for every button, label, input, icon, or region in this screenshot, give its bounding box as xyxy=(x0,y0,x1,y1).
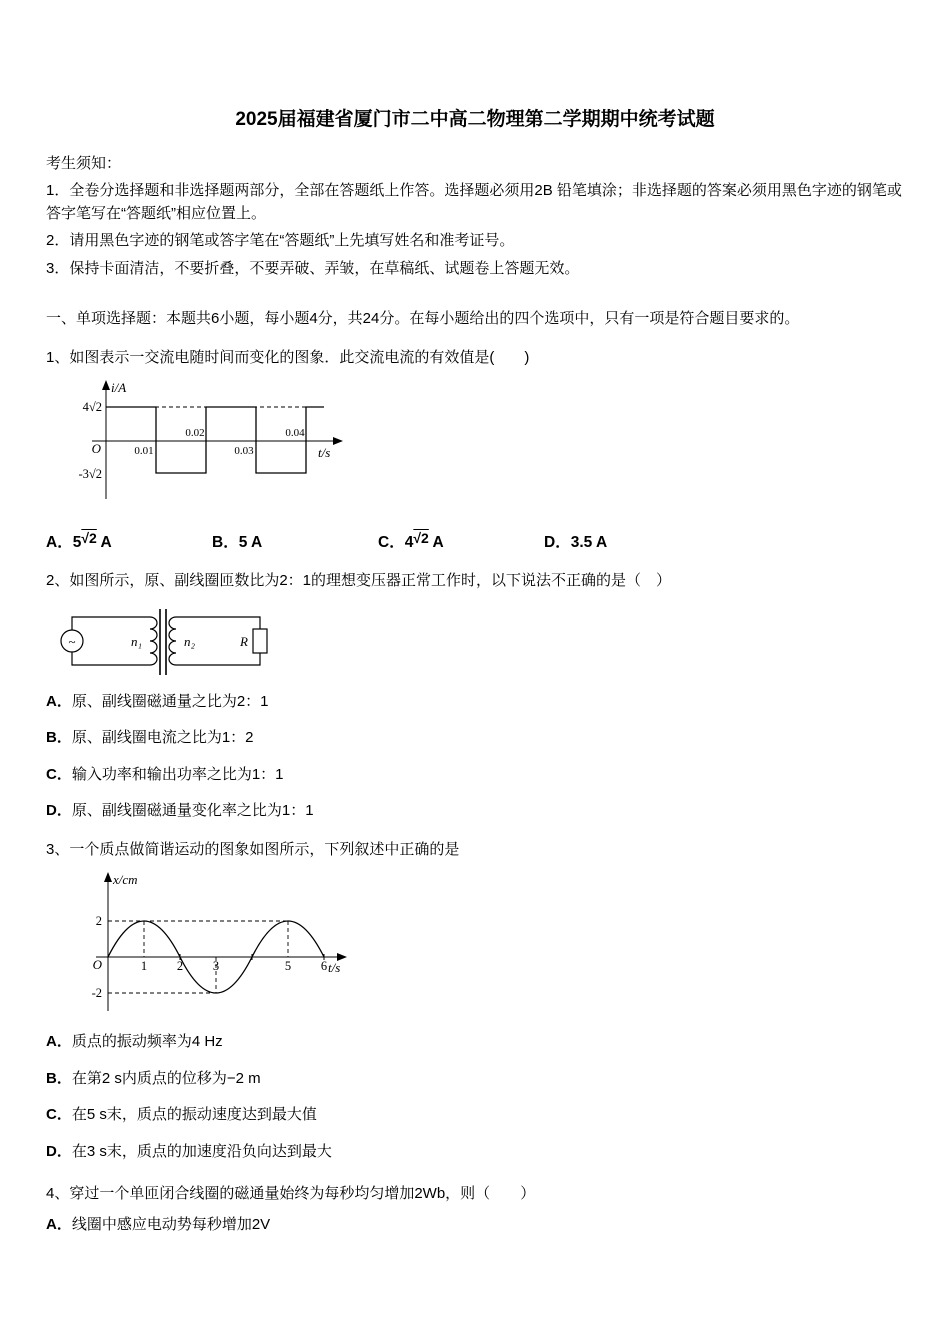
option-text: 在5 s末，质点的振动速度达到最大值 xyxy=(71,1106,317,1124)
q3-option-c xyxy=(46,1104,904,1127)
q2-option-a xyxy=(46,691,904,714)
q3-shm-displacement-graph xyxy=(68,869,368,1021)
notice-heading: 考生须知： xyxy=(46,154,122,172)
q3-graph-block xyxy=(68,869,904,1021)
q1-option-c xyxy=(378,531,544,554)
q1-tick-0-02: 0.02 xyxy=(185,427,205,439)
q3-y-axis-arrow xyxy=(104,872,112,882)
q1-tick-0-01: 0.01 xyxy=(134,445,154,457)
q3-option-b xyxy=(46,1068,904,1091)
q1-y-low-label: -3√2 xyxy=(78,467,102,481)
q2-resistor-label: R xyxy=(240,633,248,649)
q3-tick-3: 3 xyxy=(212,959,220,974)
option-label: A． xyxy=(46,534,73,551)
q1-origin-label: O xyxy=(91,441,101,456)
q3-tick-1: 1 xyxy=(140,959,148,974)
q2-primary-coil xyxy=(150,617,157,665)
q2-option-d xyxy=(46,800,904,823)
option-label: D． xyxy=(46,1142,72,1160)
option-text: 在3 s末，质点的加速度沿负向达到最大 xyxy=(71,1142,332,1160)
page-title: 2025届福建省厦门市二中高二物理第二学期期中统考试题 xyxy=(235,109,715,130)
option-text: 在第2 s内质点的位移为−2 m xyxy=(71,1069,261,1087)
option-label: B． xyxy=(46,729,72,747)
q1-tick-0-03: 0.03 xyxy=(234,445,254,457)
q2-secondary-coil xyxy=(169,617,176,665)
notice-item-1: 1．全卷分选择题和非选择题两部分，全部在答题纸上作答。选择题必须用2B 铅笔填涂；非选择题的答案必须用黑色字迹的钢笔或答字笔写在“答题纸”相应位置上。 xyxy=(46,182,902,222)
q2-n2-label: n₂ xyxy=(184,633,196,649)
q4-option-a xyxy=(46,1214,904,1237)
option-label: A． xyxy=(46,1215,72,1233)
q3-origin-label: O xyxy=(92,957,102,973)
option-label: B． xyxy=(212,534,239,551)
q1-y-axis-arrow xyxy=(102,380,110,390)
q3-option-a xyxy=(46,1031,904,1054)
notice-item-2: 2．请用黑色字迹的钢笔或答字笔在“答题纸”上先填写姓名和准考证号。 xyxy=(46,232,515,249)
q2-resistor-box xyxy=(253,629,267,653)
q2-option-b xyxy=(46,727,904,750)
question-3 xyxy=(46,839,904,1164)
option-label: C． xyxy=(378,534,405,551)
question-1 xyxy=(46,347,904,555)
notice-item-3: 3．保持卡面清洁，不要折叠，不要弄破、弄皱，在草稿纸、试题卷上答题无效。 xyxy=(46,259,580,277)
q3-y-axis-label: x/cm xyxy=(113,872,138,888)
section-1-heading: 一、单项选择题：本题共6小题，每小题4分，共24分。在每小题给出的四个选项中，只有一项是符合题目要求的。 xyxy=(46,310,800,327)
option-text: 原、副线圈磁通量之比为2：1 xyxy=(71,692,269,710)
question-3-stem: 3、一个质点做简谐运动的图象如图所示，下列叙述中正确的是 xyxy=(46,840,460,858)
q1-y-high-label: 4√2 xyxy=(82,400,102,414)
q1-option-d xyxy=(544,531,607,554)
option-unit: A xyxy=(428,534,444,551)
question-2 xyxy=(46,570,904,823)
option-value: 5 xyxy=(72,534,82,551)
question-2-stem: 2、如图所示，原、副线圈匝数比为2：1的理想变压器正常工作时，以下说法不正确的是（ ） xyxy=(46,572,672,590)
option-text: 线圈中感应电动势每秒增加2V xyxy=(71,1215,271,1233)
option-label: B． xyxy=(46,1069,72,1087)
q1-options xyxy=(46,531,904,554)
q3-tick-6: 6 xyxy=(320,959,328,974)
option-label: C． xyxy=(46,765,72,783)
q3-y-minus2-label: -2 xyxy=(91,986,102,1001)
option-label: A． xyxy=(46,692,72,710)
q2-ac-source-symbol: ~ xyxy=(68,633,76,649)
q3-y-plus2-label: 2 xyxy=(95,914,102,929)
option-text: 质点的振动频率为4 Hz xyxy=(71,1033,223,1051)
option-value: 4 xyxy=(404,534,414,551)
q1-current-time-graph xyxy=(68,377,368,509)
question-1-stem: 1、如图表示一交流电随时间而变化的图象．此交流电流的有效值是( ) xyxy=(46,348,530,366)
notice-section xyxy=(46,153,904,281)
q3-option-d xyxy=(46,1141,904,1164)
option-value: 3.5 A xyxy=(570,534,608,551)
q3-tick-2: 2 xyxy=(176,959,184,974)
q1-x-axis-label: t/s xyxy=(318,445,331,460)
q1-square-wave-curve xyxy=(106,407,324,473)
q2-circuit-block xyxy=(50,601,904,683)
option-value: 5 A xyxy=(238,534,263,551)
q3-tick-5: 5 xyxy=(284,959,292,974)
option-text: 原、副线圈电流之比为1：2 xyxy=(71,729,254,747)
q2-transformer-diagram xyxy=(50,601,300,683)
sqrt-expression: √2 xyxy=(81,530,97,546)
q2-option-c xyxy=(46,764,904,787)
q2-n1-label: n₁ xyxy=(130,633,142,649)
option-label: D． xyxy=(544,534,571,551)
q1-option-a xyxy=(46,531,212,554)
question-4 xyxy=(46,1183,904,1236)
q1-y-axis-label: i/A xyxy=(111,380,127,395)
option-text: 输入功率和输出功率之比为1：1 xyxy=(71,765,284,783)
q1-option-b xyxy=(212,531,378,554)
q1-x-axis-arrow xyxy=(333,437,343,445)
option-unit: A xyxy=(96,534,112,551)
question-4-stem: 4、穿过一个单匝闭合线圈的磁通量始终为每秒均匀增加2Wb，则（ ） xyxy=(46,1185,536,1203)
q1-tick-0-04: 0.04 xyxy=(285,427,305,439)
q3-x-axis-label: t/s xyxy=(328,960,341,976)
option-label: A． xyxy=(46,1033,72,1051)
q1-graph-block xyxy=(68,377,904,509)
option-label: C． xyxy=(46,1106,72,1124)
option-text: 原、副线圈磁通量变化率之比为1：1 xyxy=(71,802,314,820)
sqrt-expression: √2 xyxy=(413,530,429,546)
option-label: D． xyxy=(46,802,72,820)
